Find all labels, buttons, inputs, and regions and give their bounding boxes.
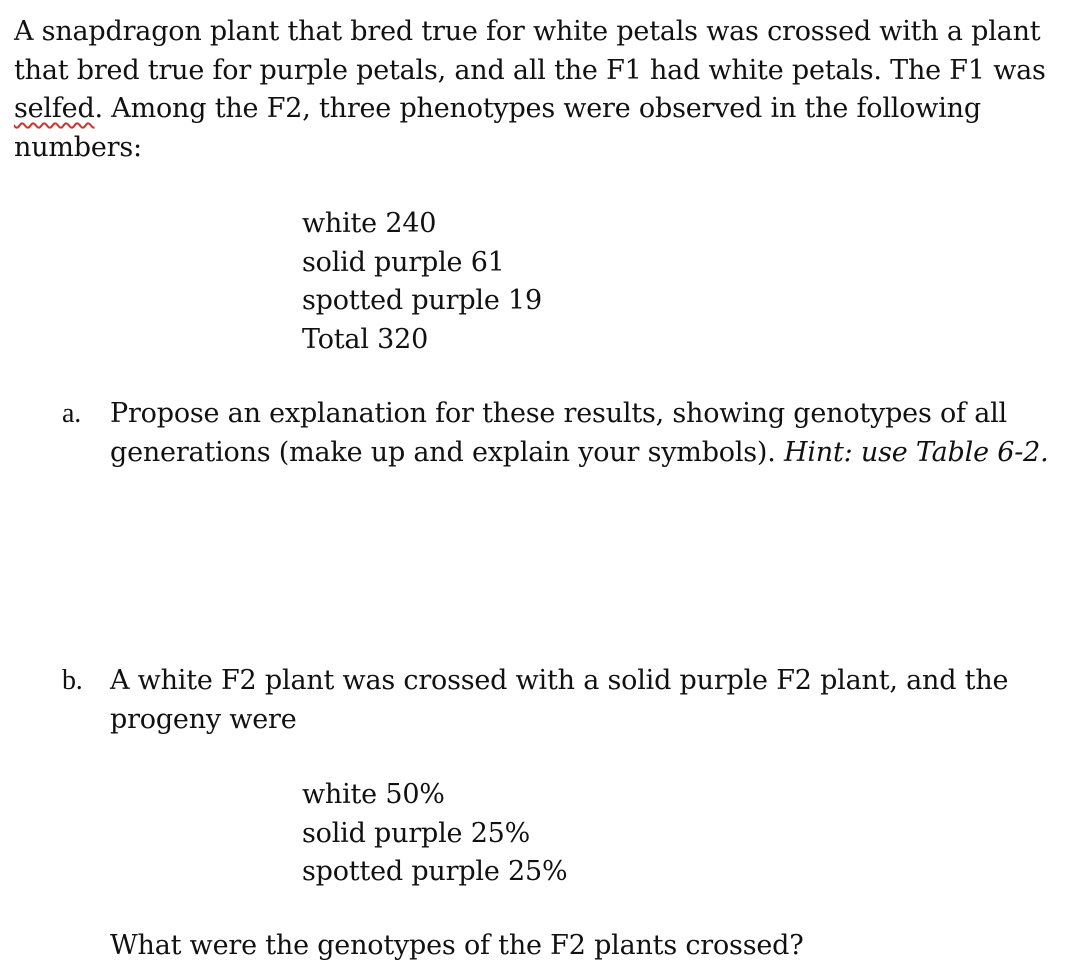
question-a-line-2 (110, 434, 1072, 473)
question-b-text (110, 662, 1072, 739)
count-row-spotted-purple: spotted purple 19 (302, 285, 542, 316)
question-a-line-2-text: generations (make up and explain your symbols). (110, 436, 785, 468)
question-a-hint: Hint: use Table 6-2. (784, 436, 1049, 468)
question-a-marker: a. (62, 398, 82, 429)
intro-line-2: that bred true for purple petals, and all the F1 had white petals. The F1 was (14, 54, 1046, 86)
intro-line-4: numbers: (14, 131, 142, 163)
question-b-line-2: progeny were (110, 703, 297, 735)
question-a-line-1: Propose an explanation for these results, showing genotypes of all (110, 398, 1007, 429)
progeny-percentages (302, 776, 567, 892)
progeny-row-spotted-purple: spotted purple 25% (302, 856, 568, 887)
count-row-white: white 240 (302, 208, 437, 239)
question-a (62, 395, 1072, 472)
question-b-marker: b. (62, 665, 83, 696)
count-row-solid-purple: solid purple 61 (302, 246, 505, 278)
intro-line-1: A snapdragon plant that bred true for white petals was crossed with a plant (14, 16, 1041, 47)
spellcheck-flagged-word[interactable]: selfed (14, 93, 95, 124)
count-row-total: Total 320 (302, 323, 429, 355)
progeny-row-white: white 50% (302, 779, 445, 810)
question-a-text (110, 395, 1072, 472)
progeny-row-solid-purple: solid purple 25% (302, 817, 531, 849)
f2-phenotype-counts (302, 205, 542, 359)
final-question: What were the genotypes of the F2 plants crossed? (110, 930, 804, 961)
question-b (62, 662, 1072, 739)
intro-line-3 (14, 90, 1084, 129)
question-b-line-1: A white F2 plant was crossed with a solid purple F2 plant, and the (110, 665, 1009, 696)
problem-intro (14, 13, 1084, 167)
intro-line-3-rest: . Among the F2, three phenotypes were observed in the following (94, 93, 981, 124)
